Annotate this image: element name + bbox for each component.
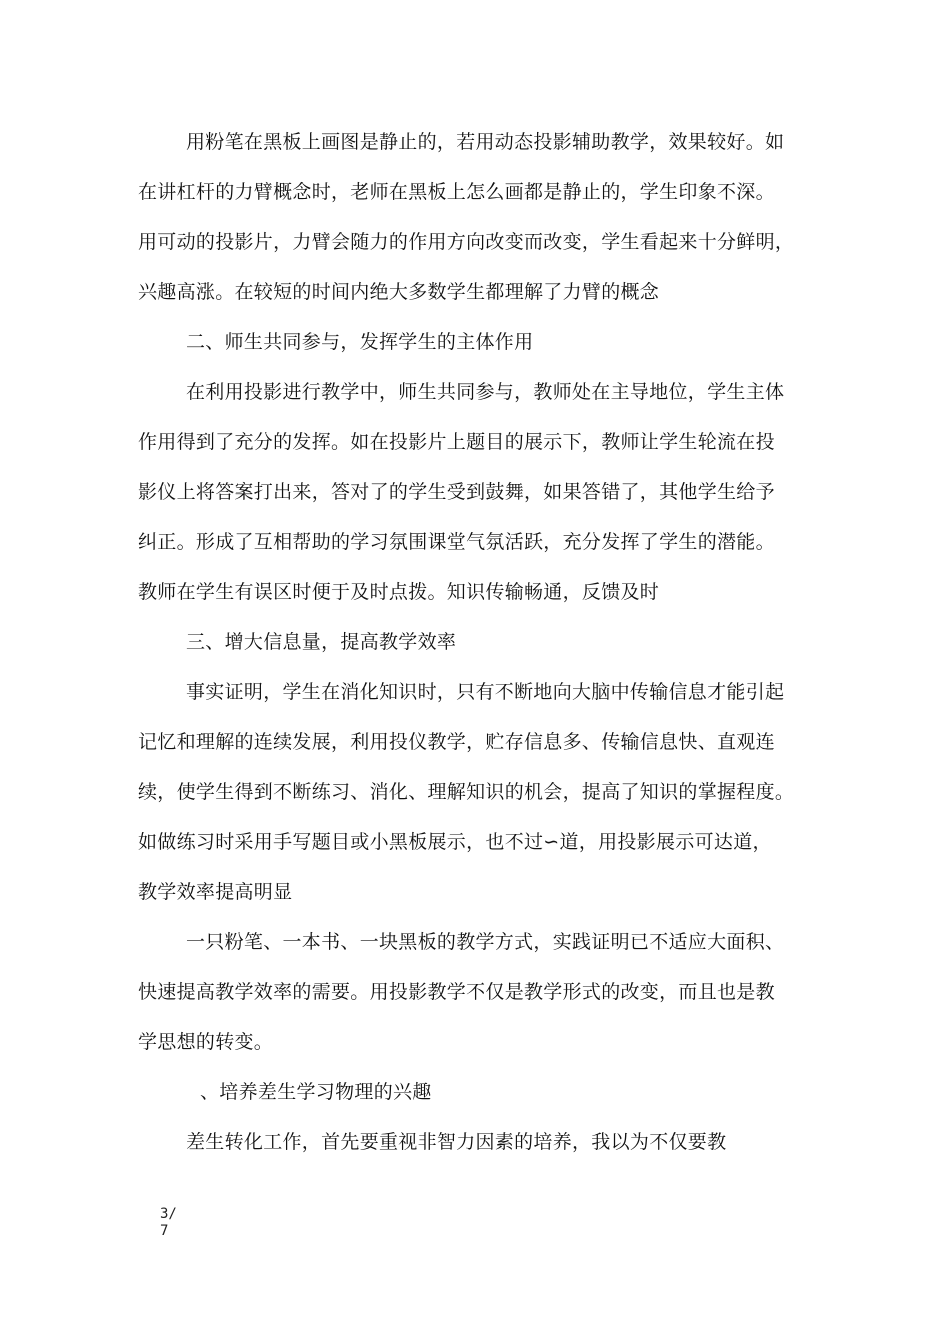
paragraph-3-line-2: 记忆和理解的连续发展，利用投仪教学，贮存信息多、传输信息快、直观连 [138,731,775,753]
paragraph-3-line-3: 续，使学生得到不断练习、消化、理解知识的机会，提高了知识的掌握程度。 [138,781,795,803]
section-heading-4: 、培养差生学习物理的兴趣 [200,1081,432,1103]
paragraph-1-line-1: 用粉笔在黑板上画图是静止的，若用动态投影辅助教学，效果较好。如 [186,131,785,153]
section-heading-2: 二、师生共同参与，发挥学生的主体作用 [186,331,534,353]
paragraph-3-line-4: 如做练习时采用手写题目或小黑板展示，也不过∽道，用投影展示可达道， [138,831,772,853]
section-heading-3: 三、增大信息量，提高教学效率 [186,631,457,653]
paragraph-4-line-2: 快速提高教学效率的需要。用投影教学不仅是教学形式的改变，而且也是教 [138,981,775,1003]
page-number-current: 3/ [160,1206,177,1222]
paragraph-5-line-1: 差生转化工作，首先要重视非智力因素的培养，我以为不仅要教 [186,1131,727,1153]
paragraph-1-line-4: 兴趣高涨。在较短的时间内绝大多数学生都理解了力臂的概念 [138,281,660,303]
paragraph-3-line-5: 教学效率提高明显 [138,881,293,903]
page-number-total: 7 [160,1223,169,1239]
page-number [160,1206,180,1240]
paragraph-1-line-3: 用可动的投影片，力臂会随力的作用方向改变而改变，学生看起来十分鲜明， [138,231,795,253]
paragraph-2-line-4: 纠正。形成了互相帮助的学习氛围课堂气氛活跃，充分发挥了学生的潜能。 [138,531,775,553]
paragraph-3-line-1: 事实证明，学生在消化知识时，只有不断地向大脑中传输信息才能引起 [186,681,785,703]
paragraph-4-line-3: 学思想的转变。 [138,1031,274,1053]
paragraph-2-line-3: 影仪上将答案打出来，答对了的学生受到鼓舞，如果答错了，其他学生给予 [138,481,775,503]
paragraph-2-line-1: 在利用投影进行教学中，师生共同参与，教师处在主导地位，学生主体 [186,381,785,403]
paragraph-1-line-2: 在讲杠杆的力臂概念时，老师在黑板上怎么画都是静止的，学生印象不深。 [138,181,775,203]
paragraph-2-line-5: 教师在学生有误区时便于及时点拨。知识传输畅通，反馈及时 [138,581,660,603]
paragraph-2-line-2: 作用得到了充分的发挥。如在投影片上题目的展示下，教师让学生轮流在投 [138,431,775,453]
paragraph-4-line-1: 一只粉笔、一本书、一块黑板的教学方式，实践证明已不适应大面积、 [186,931,785,953]
